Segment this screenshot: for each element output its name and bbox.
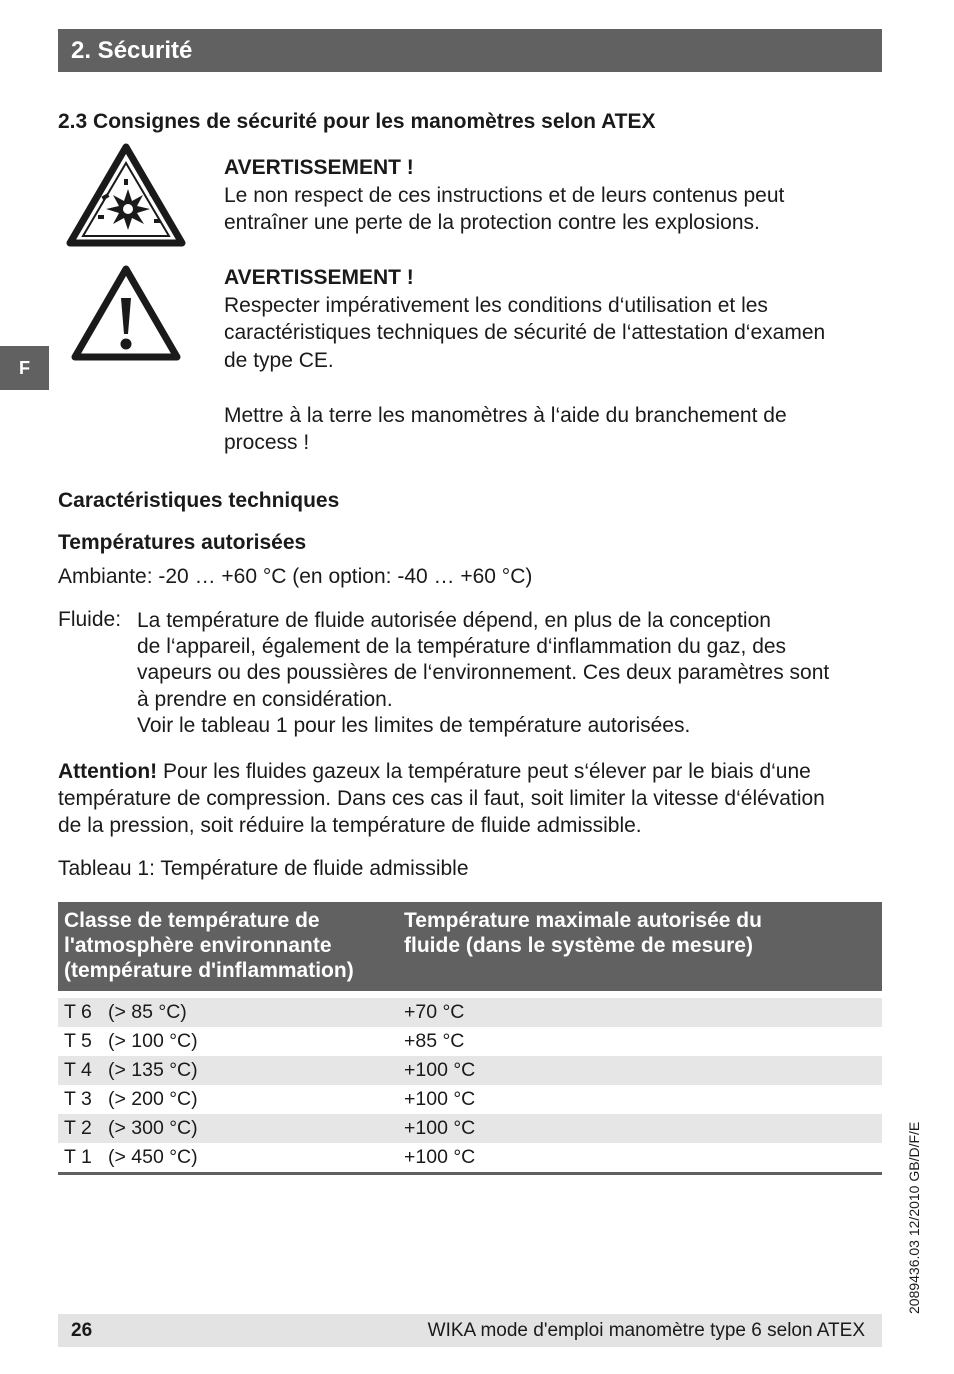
max-temp-cell: +100 °C (404, 1088, 476, 1110)
warning-block-1 (224, 154, 884, 237)
header-line: (température d'inflammation) (64, 959, 354, 982)
ignition-range: (> 200 °C) (108, 1088, 198, 1110)
header-line: Température maximale autorisée du (404, 909, 762, 932)
ignition-range: (> 135 °C) (108, 1059, 198, 1081)
temp-class: T 1 (64, 1146, 92, 1168)
fluide-label: Fluide: (58, 608, 122, 631)
table-row (58, 1114, 882, 1143)
document-code: 2089436.03 12/2010 GB/D/F/E (906, 1121, 922, 1314)
warning-1-line: Le non respect de ces instructions et de leurs contenus peut (224, 183, 785, 207)
fluide-description (137, 608, 887, 739)
fluide-line: Voir le tableau 1 pour les limites de température autorisées. (137, 713, 691, 737)
temp-class-cell (58, 1114, 398, 1143)
ambient-temp: Ambiante: -20 … +60 °C (en option: -40 … +60 °C) (58, 565, 533, 588)
header-line: l'atmosphère environnante (64, 934, 332, 957)
warning-2-line: de type CE. (224, 348, 334, 372)
max-temp-cell: +85 °C (404, 1030, 465, 1052)
temperature-table (58, 902, 882, 1175)
section-header-bar (58, 29, 882, 72)
temp-class-cell (58, 1143, 398, 1174)
language-tab-label: F (19, 357, 30, 378)
language-tab (0, 346, 49, 390)
warning-1-line: entraîner une perte de la protection contre les explosions. (224, 211, 760, 234)
table-row (58, 1143, 882, 1174)
max-temp-cell: +100 °C (398, 1143, 882, 1174)
temp-class-cell (58, 1056, 398, 1085)
page-footer (58, 1314, 882, 1347)
fluide-line: vapeurs ou des poussières de l‘environnement. Ces deux paramètres sont (137, 661, 830, 685)
subsection-title: 2.3 Consignes de sécurité pour les manomètres selon ATEX (58, 110, 656, 133)
fluide-line: à prendre en considération. (137, 687, 393, 711)
attention-line: de la pression, soit réduire la température de fluide admissible. (58, 813, 642, 837)
attention-line: température de compression. Dans ces cas il faut, soit limiter la vitesse d‘élévation (58, 786, 825, 810)
page-number: 26 (71, 1320, 93, 1341)
tech-heading: Caractéristiques techniques (58, 489, 340, 512)
max-temp-cell: +100 °C (398, 1114, 882, 1143)
fluide-line: La température de fluide autorisée dépend, en plus de la conception (137, 609, 771, 632)
temp-class-cell (58, 1027, 398, 1056)
table-row (58, 1056, 882, 1085)
table-row (58, 998, 882, 1027)
temp-class: T 4 (64, 1059, 92, 1081)
warning-1-title: AVERTISSEMENT ! (224, 156, 414, 179)
earthing-note-line: Mettre à la terre les manomètres à l‘aide du branchement de (224, 403, 787, 427)
warning-2-line: Respecter impérativement les conditions d‘utilisation et les (224, 293, 768, 317)
header-line: fluide (dans le système de mesure) (404, 934, 753, 957)
temp-class: T 3 (64, 1088, 92, 1110)
fluide-line: de l‘appareil, également de la température d‘inflammation du gaz, des (137, 635, 787, 659)
table-caption: Tableau 1: Température de fluide admissible (58, 857, 469, 880)
temp-class: T 2 (64, 1117, 92, 1139)
ignition-range: (> 85 °C) (108, 1001, 187, 1023)
attention-line: Pour les fluides gazeux la température peut s‘élever par le biais d‘une (157, 760, 811, 783)
table-header-max-temp (398, 902, 882, 991)
warning-block-2 (224, 264, 884, 457)
section-header-title: 2. Sécurité (71, 37, 193, 64)
max-temp-cell: +70 °C (398, 998, 882, 1027)
ignition-range: (> 300 °C) (108, 1117, 198, 1139)
explosion-hazard-icon (66, 143, 186, 247)
attention-paragraph (58, 759, 888, 839)
footer-title: WIKA mode d'emploi manomètre type 6 selon ATEX (427, 1320, 865, 1341)
temp-class: T 5 (64, 1030, 92, 1052)
table-row (58, 1027, 882, 1056)
temp-class-cell (58, 1085, 398, 1114)
warning-exclamation-icon (70, 264, 182, 364)
table-header-row (58, 902, 882, 991)
earthing-note-line: process ! (224, 431, 310, 454)
max-temp-cell: +100 °C (398, 1056, 882, 1085)
attention-label: Attention! (58, 760, 158, 783)
warning-2-line: caractéristiques techniques de sécurité de l‘attestation d‘examen (224, 321, 826, 344)
temps-heading: Températures autorisées (58, 531, 307, 554)
header-line: Classe de température de (64, 909, 320, 932)
table-row (58, 1085, 882, 1114)
temp-class: T 6 (64, 1001, 92, 1023)
table-header-class (58, 902, 398, 991)
warning-2-title: AVERTISSEMENT ! (224, 266, 414, 289)
temp-class-cell (58, 998, 398, 1027)
ignition-range: (> 450 °C) (108, 1146, 198, 1168)
ignition-range: (> 100 °C) (108, 1030, 198, 1052)
